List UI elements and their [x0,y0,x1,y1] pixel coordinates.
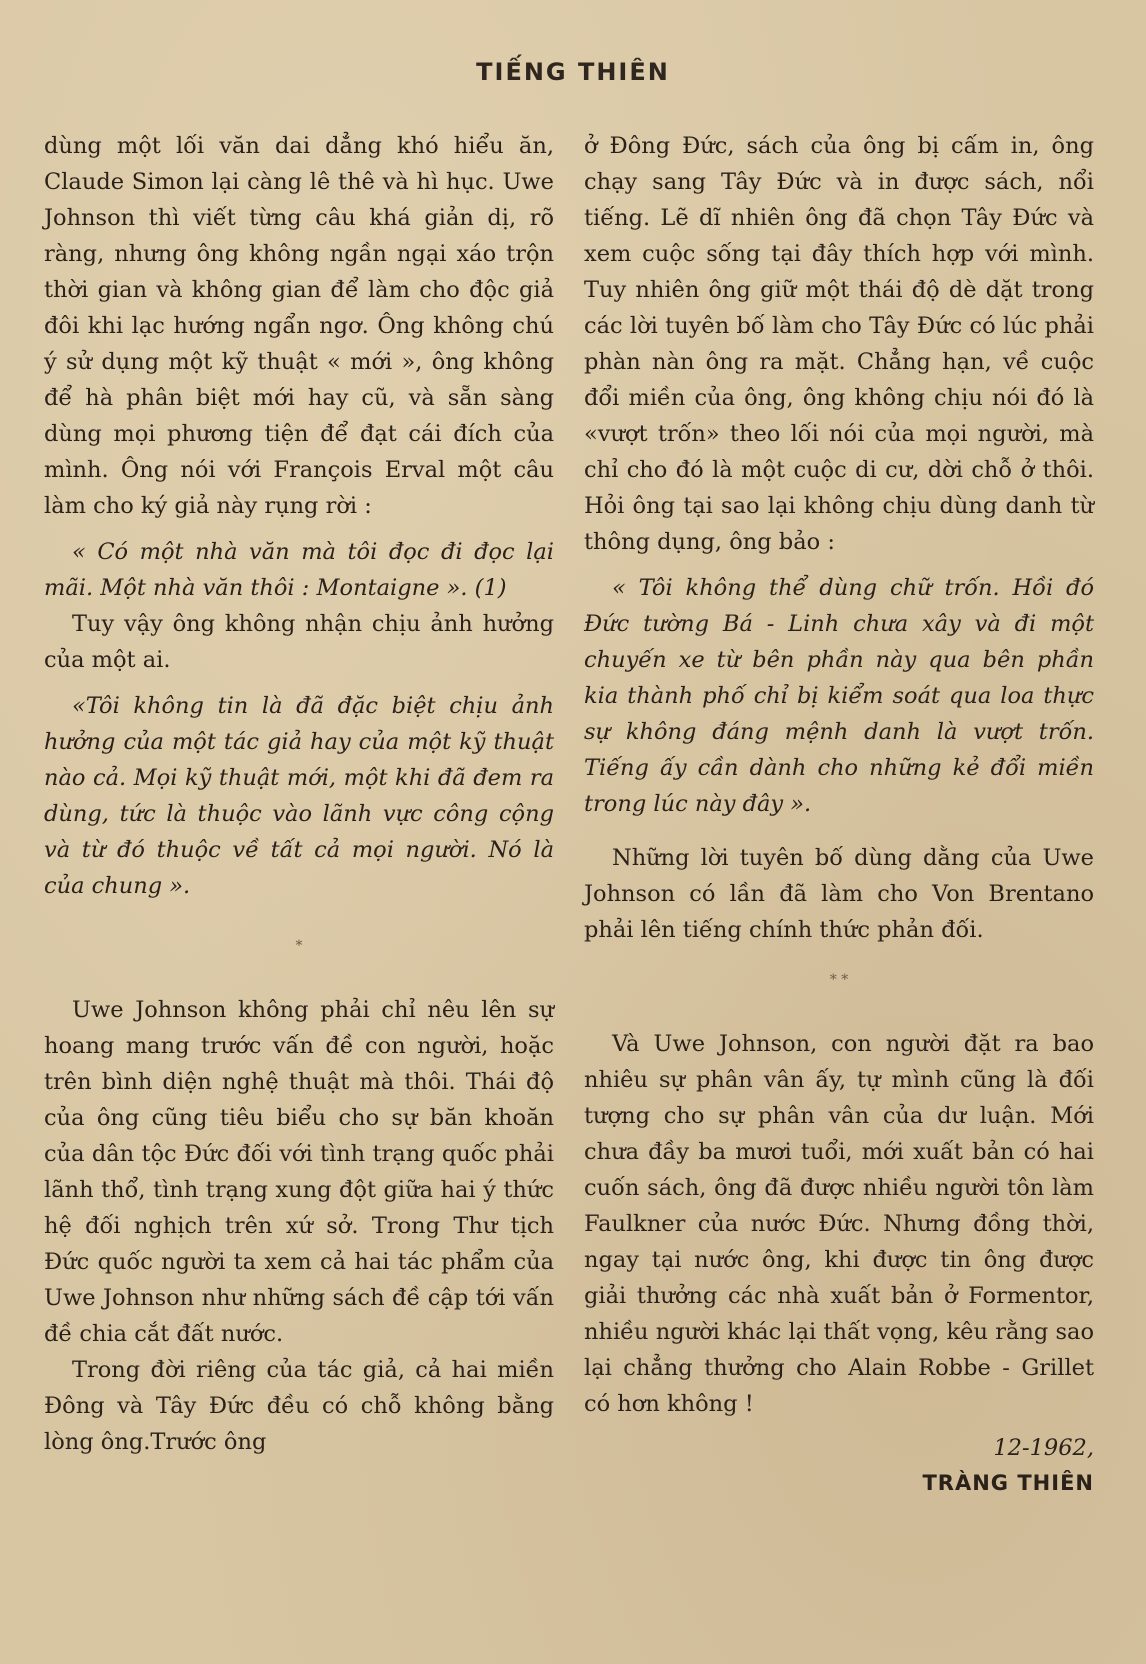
left-paragraph-4: Trong đời riêng của tác giả, cả hai miền Đông và Tây Đức đều có chỗ không bằng lòng ông.Trước ông [44,1357,554,1455]
left-paragraph-1: dùng một lối văn dai dẳng khó hiểu ăn, Claude Simon lại càng lê thê và hì hục. Uwe Johnson thì viết từng câu khá giản dị, rõ ràng, nhưng ông không ngần ngại xáo trộn thời gian và không gian để làm cho độc giả đôi khi lạc hướng ngẩn ngơ. Ông không chú ý sử dụng một kỹ thuật « mới », ông không để hà phân biệt mới hay cũ, và sẵn sàng dùng mọi phương tiện để đạt cái đích của mình. Ông nói với François Erval một câu làm cho ký giả này rụng rời : [44,133,554,519]
section-divider: * * [829,972,849,988]
left-paragraph-3: Uwe Johnson không phải chỉ nêu lên sự hoang mang trước vấn đề con người, hoặc trên bình diện nghệ thuật mà thôi. Thái độ của ông cũng tiêu biểu cho sự băn khoăn của dân tộc Đức đối với tình trạng quốc phải lãnh thổ, tình trạng xung đột giữa hai ý thức hệ đối nghịch trên xứ sở. Trong Thư tịch Đức quốc người ta xem cả hai tác phẩm của Uwe Johnson như những sách đề cập tới vấn đề chia cắt đất nước. [44,997,554,1347]
right-paragraph-2: Những lời tuyên bố dùng dằng của Uwe Johnson có lần đã làm cho Von Brentano phải lên tiếng chính thức phản đối. [584,845,1094,943]
left-quote-1: « Có một nhà văn mà tôi đọc đi đọc lại mãi. Một nhà văn thôi : Montaigne ». (1) [44,539,554,601]
left-quote-2: «Tôi không tin là đã đặc biệt chịu ảnh hưởng của một tác giả hay của một kỹ thuật nào cả. Mọi kỹ thuật mới, một khi đã đem ra dùng, tức là thuộc vào lãnh vực công cộng và từ đó thuộc về tất cả mọi người. Nó là của chung ». [44,693,554,899]
author-signature: TRÀNG THIÊN [922,1471,1094,1495]
right-paragraph-1: ở Đông Đức, sách của ông bị cấm in, ông chạy sang Tây Đức và in được sách, nổi tiếng. Lẽ dĩ nhiên ông đã chọn Tây Đức và xem cuộc sống tại đây thích hợp với mình. Tuy nhiên ông giữ một thái độ dè dặt trong các lời tuyên bố làm cho Tây Đức có lúc phải phàn nàn ông ra mặt. Chẳng hạn, về cuộc đổi miền của ông, ông không chịu nói đó là «vượt trốn» theo lối nói của mọi người, mà chỉ cho đó là một cuộc di cư, dời chỗ ở thôi. Hỏi ông tại sao lại không chịu dùng danh từ thông dụng, ông bảo : [584,133,1094,555]
right-column [584,128,1094,1500]
article-date: 12-1962, [993,1435,1094,1461]
left-column [44,128,554,1460]
right-paragraph-3: Và Uwe Johnson, con người đặt ra bao nhiêu sự phân vân ấy, tự mình cũng là đối tượng cho sự phân vân của dư luận. Mới chưa đầy ba mươi tuổi, mới xuất bản có hai cuốn sách, ông đã được nhiều người tôn làm Faulkner của nước Đức. Nhưng đồng thời, ngay tại nước ông, khi được tin ông được giải thưởng các nhà xuất bản ở Formentor, nhiều người khác lại thất vọng, kêu rằng sao lại chẳng thưởng cho Alain Robbe - Grillet có hơn không ! [584,1031,1094,1417]
section-divider: * [295,938,303,954]
right-quote-1: « Tôi không thể dùng chữ trốn. Hồi đó Đức tường Bá - Linh chưa xây và đi một chuyến xe từ bên phần này qua bên phần kia thành phố chỉ bị kiểm soát qua loa thực sự không đáng mệnh danh là vượt trốn. Tiếng ấy cần dành cho những kẻ đổi miền trong lúc này đây ». [584,575,1094,817]
page-header: TIẾNG THIÊN [476,58,670,86]
left-paragraph-2: Tuy vậy ông không nhận chịu ảnh hưởng của một ai. [44,611,554,673]
